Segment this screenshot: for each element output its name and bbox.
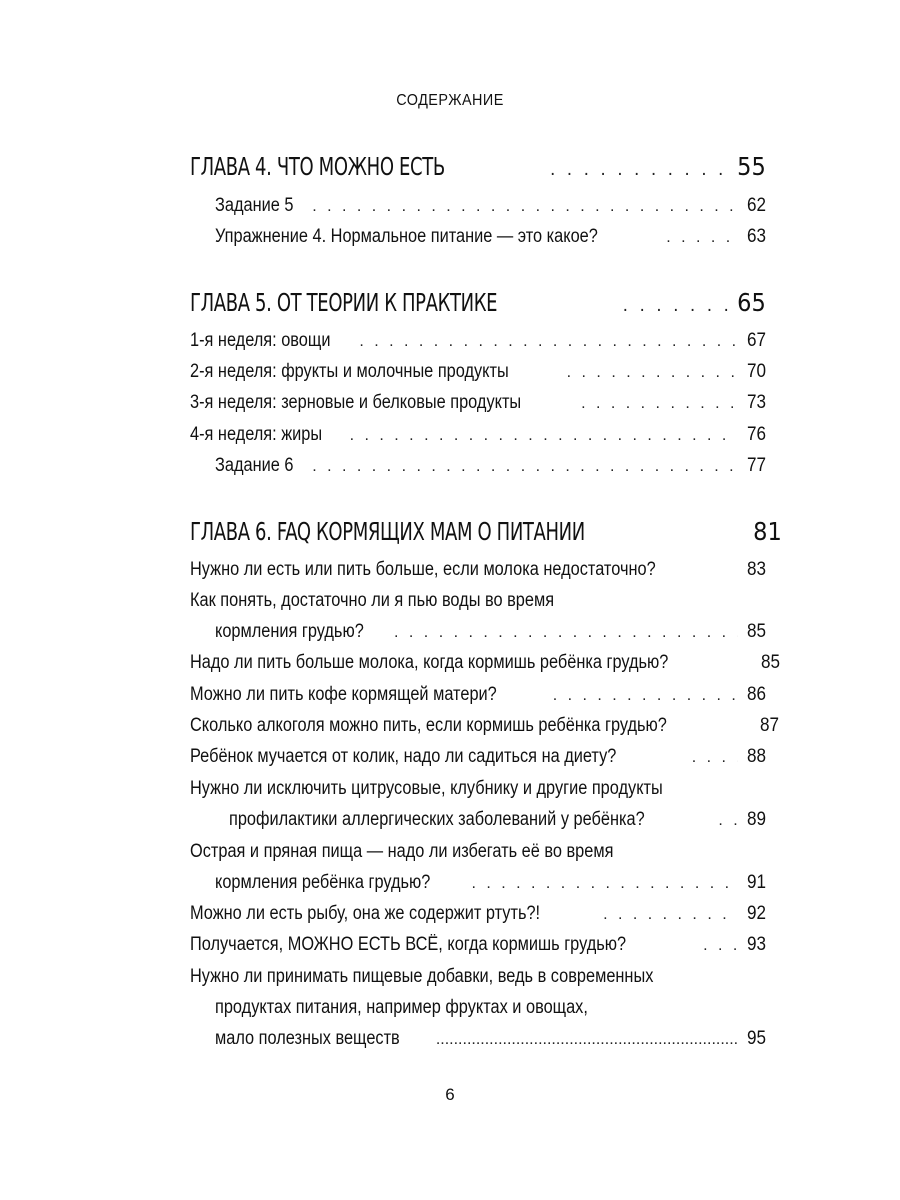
entry-page: 93 (746, 934, 766, 955)
entry-title: Упражнение 4. Нормальное питание — это какое? (215, 226, 598, 247)
toc-entry[interactable] (229, 809, 766, 837)
entry-title: Можно ли есть рыбу, она же содержит ртуть?! (190, 903, 541, 924)
entry-title: профилактики аллергических заболеваний у ребёнка? (229, 809, 645, 830)
toc-entry[interactable] (215, 1028, 766, 1056)
leader-dots (312, 198, 738, 216)
leader-dots (471, 875, 738, 893)
entry-page: 70 (746, 361, 766, 382)
leader-dots (312, 458, 738, 476)
toc-entry[interactable] (215, 621, 766, 649)
entry-title: кормления грудью? (215, 621, 364, 642)
entry-page: 83 (746, 559, 766, 580)
entry-page: 86 (746, 684, 766, 705)
leader-dots (718, 812, 738, 830)
toc-entry[interactable] (190, 652, 781, 680)
toc-entry-line[interactable] (190, 590, 766, 618)
toc-entry[interactable] (215, 872, 766, 900)
toc-entry[interactable] (190, 715, 779, 743)
toc-entry-line[interactable] (190, 966, 766, 994)
leader-dots (692, 749, 738, 767)
entry-page: 89 (746, 809, 766, 830)
entry-title: Нужно ли принимать пищевые добавки, ведь в современных (190, 966, 654, 987)
entry-page: 55 (737, 152, 766, 181)
entry-page: 92 (746, 903, 766, 924)
entry-title: Надо ли пить больше молока, когда кормишь ребёнка грудью? (190, 652, 669, 673)
entry-title: 2-я неделя: фрукты и молочные продукты (190, 361, 509, 382)
toc-entry[interactable] (190, 424, 766, 452)
entry-title: кормления ребёнка грудью? (215, 872, 431, 893)
entry-page: 77 (746, 455, 766, 476)
entry-title: 3-я неделя: зерновые и белковые продукты (190, 392, 522, 413)
leader-dots (359, 333, 738, 351)
toc-entry[interactable] (190, 559, 766, 587)
entry-page: 85 (761, 652, 781, 673)
entry-title: Нужно ли исключить цитрусовые, клубнику и другие продукты (190, 778, 663, 799)
leader-dots (436, 1031, 738, 1049)
entry-page: 81 (753, 517, 783, 546)
entry-page: 85 (746, 621, 766, 642)
entry-page: 65 (737, 288, 766, 317)
entry-title: Острая и пряная пища — надо ли избегать её во время (190, 841, 614, 862)
entry-title: Ребёнок мучается от колик, надо ли садиться на диету? (190, 746, 617, 767)
entry-page: 95 (746, 1028, 766, 1049)
entry-title: Сколько алкоголя можно пить, если кормишь ребёнка грудью? (190, 715, 667, 736)
toc-entry[interactable] (190, 746, 766, 774)
leader-dots (350, 427, 738, 445)
toc-header: СОДЕРЖАНИЕ (396, 92, 504, 109)
entry-page: 63 (746, 226, 766, 247)
entry-title: 1-я неделя: овощи (190, 330, 331, 351)
leader-dots (703, 937, 738, 955)
toc-entry[interactable] (190, 903, 766, 931)
leader-dots (581, 395, 738, 413)
entry-title: ГЛАВА 6. FAQ КОРМЯЩИХ МАМ О ПИТАНИИ (190, 517, 585, 546)
toc-entry-line[interactable] (190, 841, 766, 869)
entry-page: 67 (746, 330, 766, 351)
entry-title: мало полезных веществ (215, 1028, 400, 1049)
page-number: 6 (445, 1085, 455, 1104)
entry-page: 91 (746, 872, 766, 893)
entry-title: Задание 5 (215, 195, 294, 216)
toc-entry[interactable] (190, 684, 766, 712)
entry-title: Задание 6 (215, 455, 294, 476)
toc-entry[interactable] (190, 330, 766, 358)
toc-entry[interactable] (190, 392, 766, 420)
entry-page: 76 (746, 424, 766, 445)
toc-entry[interactable] (190, 934, 766, 962)
leader-dots (550, 160, 728, 180)
leader-dots (737, 562, 738, 580)
entry-title: ГЛАВА 5. ОТ ТЕОРИИ К ПРАКТИКЕ (190, 288, 498, 317)
entry-title: Можно ли пить кофе кормящей матери? (190, 684, 497, 705)
toc-entry-line[interactable] (215, 997, 766, 1025)
toc-chapter-5[interactable] (190, 288, 766, 316)
leader-dots (623, 296, 729, 316)
entry-page: 87 (759, 715, 779, 736)
leader-dots (394, 624, 738, 642)
entry-title: Нужно ли есть или пить больше, если молока недостаточно? (190, 559, 656, 580)
toc-entry[interactable] (215, 455, 766, 483)
leader-dots (603, 906, 738, 924)
entry-page: 62 (746, 195, 766, 216)
entry-title: Получается, МОЖНО ЕСТЬ ВСЁ, когда кормишь грудью? (190, 934, 627, 955)
entry-title: продуктах питания, например фруктах и овощах, (215, 997, 588, 1018)
entry-title: 4-я неделя: жиры (190, 424, 323, 445)
toc-entry[interactable] (215, 195, 766, 223)
leader-dots (567, 364, 738, 382)
entry-title: Как понять, достаточно ли я пью воды во время (190, 590, 555, 611)
entry-title: ГЛАВА 4. ЧТО МОЖНО ЕСТЬ (190, 152, 445, 181)
entry-page: 73 (746, 392, 766, 413)
leader-dots (553, 687, 738, 705)
leader-dots (666, 229, 738, 247)
toc-entry[interactable] (215, 226, 766, 254)
toc-chapter-6[interactable] (190, 517, 783, 546)
toc-entry-line[interactable] (190, 778, 766, 806)
toc-chapter-4[interactable] (190, 152, 766, 180)
toc-entry[interactable] (190, 361, 766, 389)
entry-page: 88 (746, 746, 766, 767)
